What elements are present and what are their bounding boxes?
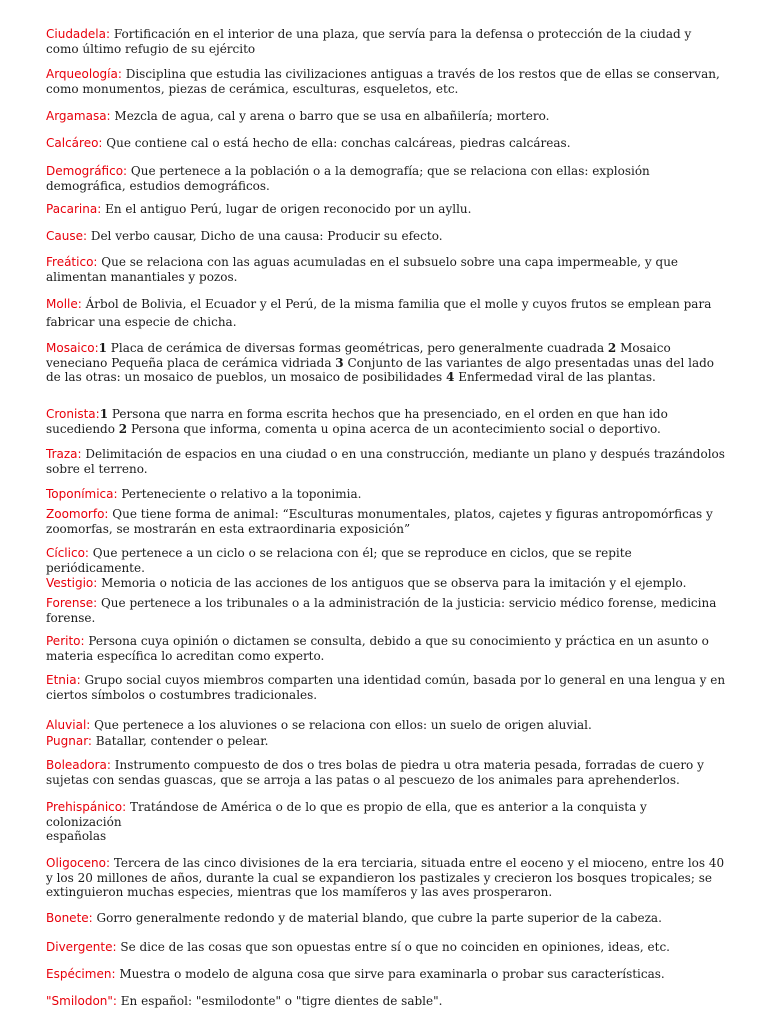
- glossary-entry: [46, 487, 726, 502]
- glossary-definition: En español: "esmilodonte" o "tigre dientes de sable".: [116, 994, 443, 1008]
- glossary-definition: Tercera de las cinco divisiones de la era terciaria, situada entre el eoceno y el mioceno, entre los 40 y los 20 millones de años, durante la cual se expandieron los pastizales y crecieron los bosques tropicales; se extinguieron muchas especies, mientras que los mamíferos y las aves prosperaron.: [46, 856, 725, 899]
- glossary-term: Demográfico:: [46, 164, 128, 178]
- glossary-definition: Que pertenece a un ciclo o se relaciona con él; que se reproduce en ciclos, que se repite periódicamente.: [46, 546, 632, 575]
- glossary-entry: [46, 994, 726, 1009]
- glossary-definition: Tratándose de América o de lo que es propio de ella, que es anterior a la conquista y colonización: [46, 800, 647, 829]
- glossary-definition: Disciplina que estudia las civilizaciones antiguas a través de los restos que de ellas se conservan, como monumentos, piezas de cerámica, esculturas, esqueletos, etc.: [46, 67, 720, 96]
- sense-number: 4: [446, 370, 455, 384]
- glossary-definition: Perteneciente o relativo a la toponimia.: [117, 487, 362, 501]
- glossary-entry: [46, 67, 726, 96]
- glossary-entry: [46, 447, 726, 476]
- glossary-term: Zoomorfo:: [46, 507, 109, 521]
- glossary-term: Cíclico:: [46, 546, 89, 560]
- glossary-term: Cause:: [46, 229, 88, 243]
- glossary-entry: [46, 856, 726, 900]
- glossary-entry: [46, 911, 726, 926]
- glossary-entry: [46, 407, 726, 436]
- glossary-definition: Muestra o modelo de alguna cosa que sirve para examinarla o probar sus características.: [115, 967, 665, 981]
- glossary-term: Toponímica:: [46, 487, 118, 501]
- glossary-term: Bonete:: [46, 911, 93, 925]
- glossary-term: Cronista:: [46, 407, 100, 421]
- glossary-entry: [46, 295, 726, 331]
- sense-number: 2: [118, 421, 128, 436]
- glossary-definition: Que se relaciona con las aguas acumuladas en el subsuelo sobre una capa impermeable, y que alimentan manantiales y pozos.: [46, 255, 679, 284]
- glossary-entry: [46, 758, 726, 787]
- glossary-term: Mosaico:: [46, 341, 99, 355]
- glossary-term: Aluvial:: [46, 718, 91, 732]
- glossary-entry: [46, 164, 726, 193]
- glossary-entry: [46, 202, 726, 217]
- glossary-term: Etnia:: [46, 673, 81, 687]
- glossary-term: Pugnar:: [46, 734, 92, 748]
- glossary-term: Prehispánico:: [46, 800, 127, 814]
- glossary-term: Divergente:: [46, 940, 117, 954]
- glossary-entry: [46, 136, 726, 151]
- glossary-definition: Memoria o noticia de las acciones de los antiguos que se observa para la imitación y el ejemplo.: [97, 576, 687, 590]
- glossary-entry: [46, 800, 726, 829]
- glossary-definition: Gorro generalmente redondo y de material blando, que cubre la parte superior de la cabeza.: [92, 911, 662, 925]
- glossary-definition: Enfermedad viral de las plantas.: [454, 370, 656, 384]
- glossary-definition: Placa de cerámica de diversas formas geométricas, pero generalmente cuadrada: [106, 341, 608, 355]
- glossary-term: Forense:: [46, 596, 98, 610]
- glossary-term: Traza:: [46, 447, 82, 461]
- glossary-entry: [46, 596, 726, 625]
- glossary-term: Perito:: [46, 634, 85, 648]
- glossary-term: Boleadora:: [46, 758, 111, 772]
- sense-number: 1: [98, 341, 107, 355]
- glossary-entry: [46, 940, 726, 955]
- glossary-entry: [46, 229, 726, 244]
- glossary-definition: Que pertenece a la población o a la demografía; que se relaciona con ellas: explosión demográfica, estudios demográficos.: [46, 164, 650, 193]
- glossary-entry: [46, 27, 726, 56]
- glossary-entry-continuation: españolas: [46, 829, 107, 843]
- glossary-term: Espécimen:: [46, 967, 116, 981]
- glossary-entry: [46, 341, 726, 385]
- glossary-term: Molle:: [46, 297, 82, 311]
- glossary-definition: Árbol de Bolivia, el Ecuador y el Perú, de la misma familia que el molle y cuyos frutos se emplean para fabricar una especie de chicha.: [46, 297, 712, 329]
- glossary-definition: Mezcla de agua, cal y arena o barro que se usa en albañilería; mortero.: [110, 109, 550, 123]
- glossary-term: Oligoceno:: [46, 856, 111, 870]
- glossary-definition: Persona que narra en forma escrita hechos que ha presenciado, en el orden en que han ido sucediendo: [46, 407, 668, 436]
- glossary-definition: Conjunto de las variantes de algo presentadas unas del lado de las otras: un mosaico de pueblos, un mosaico de posibilidades: [46, 355, 715, 384]
- glossary-term: Freático:: [46, 255, 98, 269]
- glossary-term: "Smilodon":: [46, 994, 117, 1008]
- glossary-definition: Fortificación en el interior de una plaza, que servía para la defensa o protección de la ciudad y como último refugio de su ejército: [46, 27, 692, 56]
- sense-number: 3: [335, 355, 344, 370]
- glossary-entry: [46, 634, 726, 663]
- sense-number: 1: [99, 407, 109, 421]
- glossary-definition: Mosaico veneciano Pequeña placa de cerámica vidriada: [46, 341, 671, 370]
- glossary-entry: [46, 967, 726, 982]
- glossary-definition: Grupo social cuyos miembros comparten una identidad común, basada por lo general en una lengua y en ciertos símbolos o costumbres tradicionales.: [46, 673, 726, 702]
- glossary-definition: Instrumento compuesto de dos o tres bolas de piedra u otra materia pesada, forradas de cuero y sujetas con sendas guascas, que se arroja a las patas o al pescuezo de los animales para aprehenderlos.: [46, 758, 704, 787]
- glossary-entry: [46, 673, 726, 702]
- glossary-definition: Se dice de las cosas que son opuestas entre sí o que no coinciden en opiniones, ideas, etc.: [116, 940, 670, 954]
- glossary-term: Calcáreo:: [46, 136, 103, 150]
- glossary-entry: [46, 546, 726, 575]
- glossary-entry: [46, 507, 726, 536]
- glossary-definition: Que contiene cal o está hecho de ella: conchas calcáreas, piedras calcáreas.: [102, 136, 571, 150]
- glossary-term: Vestigio:: [46, 576, 98, 590]
- glossary-definition: Persona que informa, comenta u opina acerca de un acontecimiento social o deportivo.: [127, 421, 661, 436]
- glossary-entry: [46, 576, 726, 591]
- glossary-definition: En el antiguo Perú, lugar de origen reconocido por un ayllu.: [101, 202, 472, 216]
- glossary-term: Argamasa:: [46, 109, 111, 123]
- glossary-definition: Del verbo causar, Dicho de una causa: Producir su efecto.: [87, 229, 443, 243]
- glossary-entry: [46, 109, 726, 124]
- sense-number: 2: [607, 341, 617, 355]
- glossary-definition: Que tiene forma de animal: “Esculturas monumentales, platos, cajetes y figuras antropomórficas y zoomorfas, se mostrarán en esta extraordinaria exposición”: [46, 507, 713, 536]
- glossary-term: Arqueología:: [46, 67, 122, 81]
- glossary-entry: [46, 734, 726, 749]
- glossary-term: Ciudadela:: [46, 27, 111, 41]
- glossary-entry: [46, 718, 726, 733]
- glossary-definition: Batallar, contender o pelear.: [91, 734, 269, 748]
- glossary-definition: Que pertenece a los aluviones o se relaciona con ellos: un suelo de origen aluvial.: [90, 718, 592, 732]
- glossary-entry: [46, 255, 726, 284]
- glossary-definition: Delimitación de espacios en una ciudad o en una construcción, mediante un plano y después trazándolos sobre el terreno.: [46, 447, 725, 476]
- glossary-term: Pacarina:: [46, 202, 102, 216]
- glossary-definition: Que pertenece a los tribunales o a la administración de la justicia: servicio médico forense, medicina forense.: [46, 596, 717, 625]
- glossary-definition: Persona cuya opinión o dictamen se consulta, debido a que su conocimiento y práctica en un asunto o materia específica lo acreditan como experto.: [46, 634, 709, 663]
